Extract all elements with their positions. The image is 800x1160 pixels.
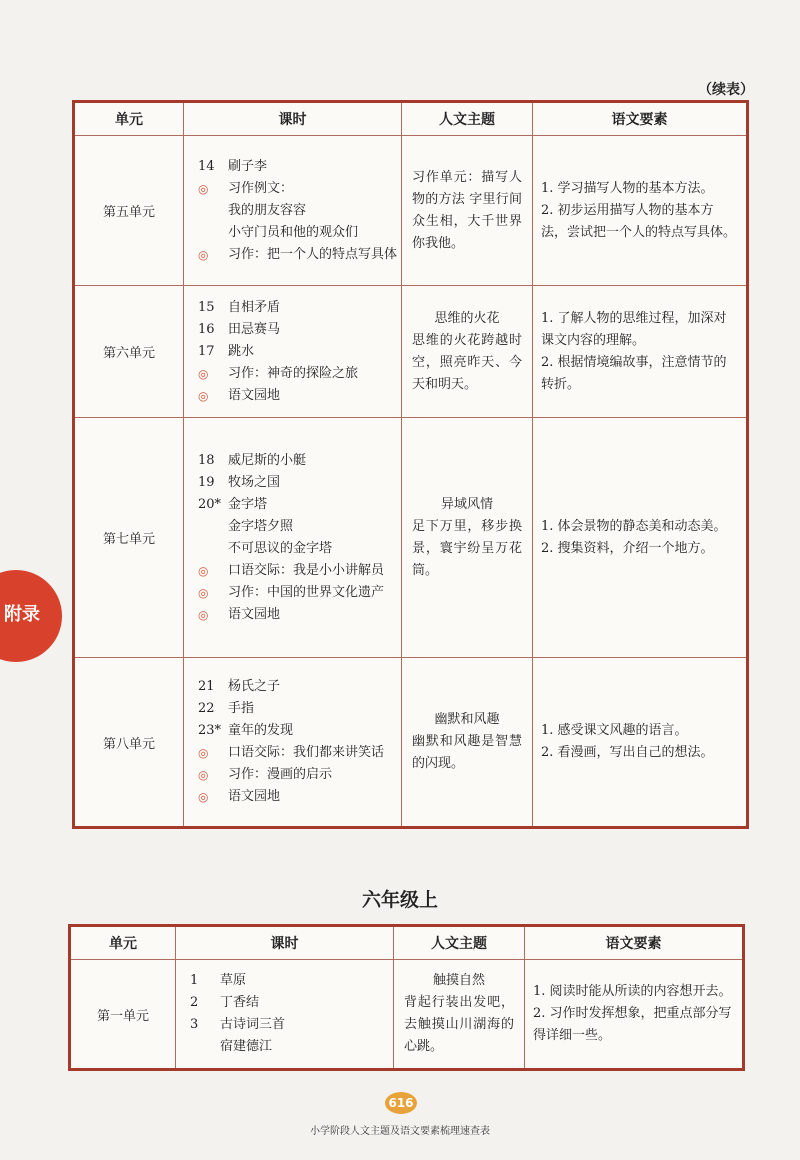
lesson-item: [198, 178, 401, 200]
lesson-title: 手指: [228, 701, 255, 716]
lesson-marker-icon: ◎: [198, 388, 209, 403]
lesson-title: 草原: [220, 973, 247, 988]
lesson-marker-icon: ◎: [198, 746, 209, 760]
lesson-marker-icon: ◎: [198, 247, 209, 262]
footer-text: 小学阶段人文主题及语文要素梳理速查表: [310, 1126, 490, 1137]
element-item: 2. 搜集资料，介绍一个地方。: [541, 540, 714, 556]
lesson-item: [198, 698, 401, 720]
lesson-title: 习作：神奇的探险之旅: [228, 365, 359, 381]
unit-name: 第七单元: [74, 418, 184, 658]
lesson-marker-icon: ◎: [198, 366, 209, 381]
lesson-item: [198, 450, 401, 472]
lessons-cell: [184, 658, 402, 828]
page-number: 616: [385, 1092, 417, 1114]
lesson-item: [198, 720, 401, 742]
lesson-marker-icon: ◎: [198, 181, 209, 196]
lesson-title: 习作：漫画的启示: [228, 767, 333, 782]
lesson-number: 2: [190, 995, 199, 1010]
lesson-subtitle: 宿建德江: [220, 1039, 273, 1054]
lesson-title: 牧场之国: [228, 474, 281, 490]
unit-row: [74, 658, 748, 828]
lesson-number: 22: [198, 701, 215, 716]
lesson-title: 习作：中国的世界文化遗产: [228, 584, 385, 600]
elements-cell: [525, 960, 744, 1070]
unit-name: 第六单元: [74, 286, 184, 418]
theme-block: [402, 705, 532, 779]
lesson-item: [198, 363, 401, 385]
elements-list: [533, 512, 746, 564]
element-item: 2. 习作时发挥想象，把重点部分写得详细一些。: [533, 1006, 732, 1043]
curriculum-table-grade6: [68, 924, 745, 1071]
theme-heading: 思维的火花: [434, 310, 500, 326]
lesson-number: 20*: [198, 496, 222, 512]
lesson-item: [190, 992, 393, 1014]
header-theme: 人文主题: [394, 926, 525, 960]
lesson-title: 语文园地: [228, 606, 281, 622]
elements-cell: [533, 418, 748, 658]
table-header-row: [70, 926, 744, 960]
table-header-row: [74, 102, 748, 136]
lesson-item: [198, 156, 401, 178]
lesson-item: [198, 560, 401, 582]
lesson-number: 19: [198, 474, 215, 490]
lesson-title: 跳水: [228, 343, 255, 359]
lesson-list: [184, 670, 401, 814]
lesson-subtitle: 小守门员和他的观众们: [228, 224, 359, 240]
unit-row: [74, 286, 748, 418]
lesson-number: 1: [190, 973, 199, 988]
theme-text: 幽默和风趣是智慧的闪现。: [412, 734, 522, 771]
lesson-title: 自相矛盾: [228, 299, 281, 315]
elements-cell: [533, 136, 748, 286]
lesson-list: [184, 444, 401, 632]
lesson-title: 童年的发现: [228, 723, 294, 738]
lesson-item: [198, 297, 401, 319]
appendix-tab-label: 附录: [4, 604, 40, 625]
elements-cell: [533, 658, 748, 828]
lesson-number: 14: [198, 158, 215, 174]
lesson-title: 语文园地: [228, 789, 281, 804]
lesson-list: [184, 291, 401, 413]
curriculum-table-grade5: [72, 100, 749, 829]
theme-block: [402, 490, 532, 586]
lesson-title: 口语交际：我是小小讲解员: [228, 562, 385, 578]
lesson-list: [184, 150, 401, 272]
header-lessons: 课时: [176, 926, 394, 960]
elements-list: [533, 174, 746, 248]
lesson-item: [198, 604, 401, 626]
lesson-subtitle: 我的朋友容容: [228, 202, 307, 218]
theme-cell: [402, 658, 533, 828]
lesson-item: [198, 786, 401, 808]
lesson-title: 田忌赛马: [228, 321, 281, 337]
lesson-item: [190, 970, 393, 992]
element-item: 1. 学习描写人物的基本方法。: [541, 180, 714, 196]
unit-name: 第八单元: [74, 658, 184, 828]
lesson-number: 3: [190, 1017, 199, 1032]
theme-cell: [402, 286, 533, 418]
section-title: 六年级上: [361, 889, 438, 911]
lesson-item: [198, 341, 401, 363]
lesson-marker-icon: ◎: [198, 768, 209, 782]
header-elements: 语文要素: [533, 102, 748, 136]
theme-heading: 异域风情: [440, 496, 493, 512]
theme-block: [402, 163, 532, 259]
lesson-item: [198, 764, 401, 786]
unit-row: [74, 418, 748, 658]
theme-cell: [402, 418, 533, 658]
element-item: 2. 初步运用描写人物的基本方法，尝试把一个人的特点写具体。: [541, 202, 737, 240]
theme-text: 背起行装出发吧，去触摸山川湖海的心跳。: [404, 995, 514, 1054]
lessons-cell: [184, 418, 402, 658]
lesson-item: [198, 385, 401, 407]
lesson-number: 23*: [198, 723, 222, 738]
header-elements: 语文要素: [525, 926, 744, 960]
theme-block: [402, 304, 532, 400]
lesson-subtitle: 金字塔夕照: [228, 518, 294, 534]
unit-row: [70, 960, 744, 1070]
header-unit: 单元: [74, 102, 184, 136]
lesson-item: [198, 472, 401, 494]
elements-list: [533, 304, 746, 400]
theme-text: 习作单元：描写人物的方法 字里行间众生相，大千世界你我他。: [412, 169, 522, 251]
header-unit: 单元: [70, 926, 176, 960]
element-item: 1. 体会景物的静态美和动态美。: [541, 518, 727, 534]
unit-row: [74, 136, 748, 286]
lesson-marker-icon: ◎: [198, 585, 209, 600]
element-item: 2. 看漫画，写出自己的想法。: [541, 745, 714, 760]
lesson-item: [198, 319, 401, 341]
theme-cell: [394, 960, 525, 1070]
lesson-item: [198, 742, 401, 764]
lesson-title: 习作：把一个人的特点写具体: [228, 246, 398, 262]
lesson-title: 语文园地: [228, 387, 281, 403]
lesson-item: [198, 676, 401, 698]
continued-label: （续表）: [698, 82, 754, 98]
unit-name: 第五单元: [74, 136, 184, 286]
theme-text: 足下万里，移步换景，寰宇纷呈万花筒。: [412, 518, 522, 578]
lesson-title: 口语交际：我们都来讲笑话: [228, 745, 385, 760]
lesson-item: [198, 244, 401, 266]
theme-heading: 幽默和风趣: [434, 712, 500, 727]
element-item: 1. 阅读时能从所读的内容想开去。: [533, 984, 732, 999]
lesson-number: 18: [198, 452, 215, 468]
element-item: 1. 感受课文风趣的语言。: [541, 723, 688, 738]
elements-list: [525, 977, 742, 1051]
lesson-title: 习作例文：: [228, 180, 294, 196]
lesson-number: 16: [198, 321, 215, 337]
lesson-number: 21: [198, 679, 215, 694]
lesson-title: 刷子李: [228, 158, 268, 174]
lesson-list: [176, 964, 393, 1064]
lesson-title: 古诗词三首: [220, 1017, 286, 1032]
lesson-marker-icon: ◎: [198, 607, 209, 622]
lesson-subtitle: 不可思议的金字塔: [228, 540, 333, 556]
lesson-marker-icon: ◎: [198, 790, 209, 804]
theme-text: 思维的火花跨越时空，照亮昨天、今天和明天。: [412, 332, 522, 392]
theme-cell: [402, 136, 533, 286]
elements-cell: [533, 286, 748, 418]
lesson-marker-icon: ◎: [198, 563, 209, 578]
lessons-cell: [184, 136, 402, 286]
lesson-title: 威尼斯的小艇: [228, 452, 307, 468]
element-item: 2. 根据情境编故事，注意情节的转折。: [541, 354, 727, 392]
lesson-item: [190, 1014, 393, 1036]
header-lessons: 课时: [184, 102, 402, 136]
lessons-cell: [176, 960, 394, 1070]
lesson-title: 金字塔: [228, 496, 268, 512]
lesson-number: 15: [198, 299, 215, 315]
lesson-number: 17: [198, 343, 215, 359]
lessons-cell: [184, 286, 402, 418]
element-item: 1. 了解人物的思维过程，加深对课文内容的理解。: [541, 310, 727, 348]
lesson-item: [198, 582, 401, 604]
elements-list: [533, 716, 746, 768]
lesson-title: 丁香结: [220, 995, 260, 1010]
lesson-item: [198, 494, 401, 516]
theme-heading: 触摸自然: [432, 973, 485, 988]
header-theme: 人文主题: [402, 102, 533, 136]
lesson-title: 杨氏之子: [228, 679, 281, 694]
unit-name: 第一单元: [70, 960, 176, 1070]
theme-block: [394, 966, 524, 1062]
